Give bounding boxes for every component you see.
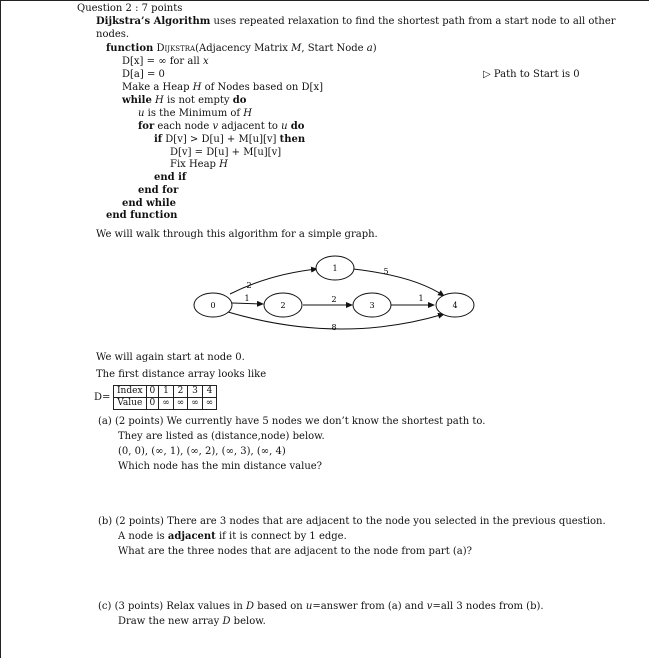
fix-text: Fix Heap [170, 159, 220, 170]
min-text: is the Minimum of [144, 108, 244, 119]
darray-value-row [114, 398, 217, 410]
part-c-d: D [246, 601, 255, 612]
darray-prefix: D= [94, 392, 111, 403]
algo-assign-line: D[v] = D[u] + M[u][v] [170, 147, 282, 158]
part-c-u: u [305, 601, 313, 612]
while-text: is not empty [163, 95, 233, 106]
darray-index-cell: 1 [159, 386, 174, 398]
for-u: u [281, 121, 288, 132]
for-text: each node [154, 121, 213, 132]
part-b-line-2-pre: A node is [118, 531, 168, 542]
intro-line-2: nodes. [96, 29, 130, 40]
arg-a: a [366, 43, 373, 54]
then-keyword: then [279, 134, 306, 145]
algo-comment: ▷ Path to Start is 0 [483, 69, 580, 80]
part-a-question: Which node has the min distance value? [118, 461, 323, 472]
for-v: v [212, 121, 219, 132]
darray-value-cell: ∞ [202, 398, 217, 410]
algo-end-for: end for [138, 185, 179, 196]
darray-value-cell: ∞ [188, 398, 203, 410]
part-c-post: =all 3 nodes from (b). [432, 601, 544, 612]
edge-label-0-1: 2 [246, 281, 252, 290]
part-c-pre: (c) (3 points) Relax values in [98, 601, 247, 612]
algo-if-line [154, 135, 305, 145]
while-keyword: while [122, 95, 152, 106]
part-a-line-2: They are listed as (distance,node) below. [118, 431, 325, 442]
algo-line-heap [122, 83, 323, 93]
for-do: do [290, 121, 305, 132]
edge-0-2 [232, 303, 263, 304]
node-label-3: 3 [369, 301, 375, 310]
fix-var: H [219, 159, 228, 170]
part-b-question: What are the three nodes that are adjacent to the node from part (a)? [118, 546, 473, 557]
intro-line-1 [96, 17, 616, 27]
for-text-2: adjacent to [218, 121, 282, 132]
node-label-2: 2 [280, 301, 286, 310]
part-c-line-2 [118, 617, 266, 627]
edge-label-3-4: 1 [418, 294, 424, 303]
part-c-label [98, 602, 544, 612]
distance-array-table [113, 385, 217, 410]
intro-title: Dijkstra’s Algorithm [96, 16, 211, 27]
graph-diagram [190, 250, 490, 335]
darray-index-cell: 2 [173, 386, 188, 398]
darray-value-cell: ∞ [159, 398, 174, 410]
darray-index-cell: 4 [202, 386, 217, 398]
arg-sep: , Start Node [301, 43, 367, 54]
if-cond: D[v] > D[u] + M[u][v] [162, 134, 280, 145]
arg-close: ) [372, 43, 377, 54]
part-b-line-2 [118, 532, 347, 542]
heap-var: H [192, 82, 202, 93]
algo-line-start: D[a] = 0 [122, 69, 165, 80]
intro-text: uses repeated relaxation to find the shortest path from a start node to all other [210, 16, 616, 27]
heap-text-2: of Nodes based on D[x] [201, 82, 323, 93]
function-keyword: function [106, 43, 154, 54]
start-text: We will again start at node 0. [96, 352, 245, 363]
algo-function-line [106, 44, 377, 54]
darray-index-label: Index [114, 386, 147, 398]
function-name: Dijkstra [156, 43, 196, 54]
edge-label-0-4: 8 [331, 323, 337, 332]
node-label-4: 4 [452, 301, 458, 310]
node-label-1: 1 [332, 264, 338, 273]
part-b-adjacent: adjacent [167, 531, 216, 542]
first-array-text: The first distance array looks like [96, 369, 267, 380]
part-b-label: (b) (2 points) There are 3 nodes that are adjacent to the node you selected in the previous question. [98, 516, 606, 527]
darray-value-cell: ∞ [173, 398, 188, 410]
algo-fix-line [170, 160, 228, 170]
darray-index-row [114, 386, 217, 398]
algo-end-while: end while [122, 198, 176, 209]
part-a-line-3: (0, 0), (∞, 1), (∞, 2), (∞, 3), (∞, 4) [118, 446, 286, 457]
node-label-0: 0 [210, 301, 216, 310]
edge-label-0-2: 1 [244, 294, 250, 303]
walk-text: We will walk through this algorithm for a simple graph. [96, 229, 378, 240]
part-c-mid: based on [254, 601, 306, 612]
algo-while-line [122, 96, 246, 106]
darray-value-cell: 0 [146, 398, 159, 410]
function-args: (Adjacency Matrix [195, 43, 292, 54]
part-c-v: v [426, 601, 433, 612]
part-c-line-2-d: D [222, 616, 231, 627]
part-b-line-2-post: if it is connect by 1 edge. [215, 531, 347, 542]
edge-label-1-4: 5 [383, 267, 389, 276]
for-keyword: for [138, 121, 155, 132]
algo-line-init [122, 57, 209, 67]
algo-min-line [138, 109, 252, 119]
heap-text: Make a Heap [122, 82, 193, 93]
if-keyword: if [154, 134, 163, 145]
algo-end-function: end function [106, 210, 178, 221]
edge-0-1 [230, 269, 317, 294]
u-var: u [138, 108, 145, 119]
part-c-mid2: =answer from (a) and [312, 601, 427, 612]
min-h: H [243, 108, 252, 119]
darray-index-cell: 0 [146, 386, 159, 398]
init-text: D[x] = ∞ for all [122, 56, 203, 67]
part-a-label: (a) (2 points) We currently have 5 nodes we don’t know the shortest path to. [98, 416, 486, 427]
arg-m: M [291, 43, 302, 54]
darray-index-cell: 3 [188, 386, 203, 398]
part-c-line-2-pre: Draw the new array [118, 616, 223, 627]
darray-value-label: Value [114, 398, 147, 410]
init-var: x [202, 56, 209, 67]
do-keyword: do [232, 95, 247, 106]
edge-1-4 [353, 269, 444, 296]
edge-label-2-3: 2 [331, 295, 337, 304]
while-var: H [155, 95, 164, 106]
question-header: Question 2 : 7 points [77, 3, 183, 14]
algo-for-line [138, 122, 304, 132]
part-c-line-2-post: below. [230, 616, 266, 627]
algo-end-if: end if [154, 172, 187, 183]
